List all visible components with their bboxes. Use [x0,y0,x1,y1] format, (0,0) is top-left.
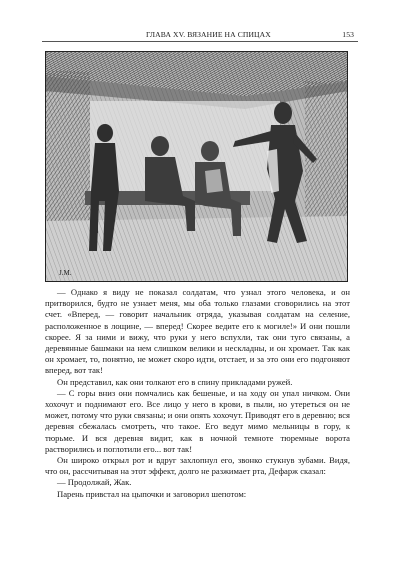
paragraph: — С горы вниз они помчались как бешеные, и на ходу он упал ничком. Они хохочут и поднимают его. Все лицо у него в крови, в пыли, но утереться он не может, потому что руки связаны; и они опять хохочут. Приводят его в деревню; вся деревня сбежалась смотреть, что такое. Его ведут мимо мельницы в гору, к тюрьме. И вся деревня видит, как в ночной темноте тюремные ворота растворились и поглотили его... вот так! [45,387,350,454]
chapter-title: ГЛАВА XV. ВЯЗАНИЕ НА СПИЦАХ [146,30,271,39]
paragraph: — Однако я виду не показал солдатам, что узнал этого человека, и он притворился, будто не узнает меня, мы оба только глазами сговорились на этот счет. «Вперед, — говорит начальник отряда, указывая солдатам на селение, расположенное в лощине, — вперед! Скорее ведите его к могиле!» И они пошли скорее. Я за ними и вижу, что руки у него вспухли, так они туго связаны, а деревянные башмаки на нем слишком велики и нескладны, и он хромает. Так как он хромает, то, понятно, не может скоро идти, отстает, и за это они его подгоняют вперед, вот так! [45,287,350,376]
page-number: 153 [342,30,354,39]
engraving-illustration [45,51,348,282]
paragraph: Он широко открыл рот и вдруг захлопнул его, звонко стукнув зубами. Видя, что он, рассчитывая на этот эффект, долго не разжимает рта, Дефарж сказал: [45,455,350,477]
paragraph: Парень привстал на цыпочки и заговорил шепотом: [57,488,247,499]
paragraph: Он представил, как они толкают его в спину прикладами ружей. [57,376,293,387]
body-text [45,287,350,500]
header-rule [42,41,358,42]
paragraph: — Продолжай, Жак. [57,477,132,488]
artist-signature: J.M. [59,269,72,277]
